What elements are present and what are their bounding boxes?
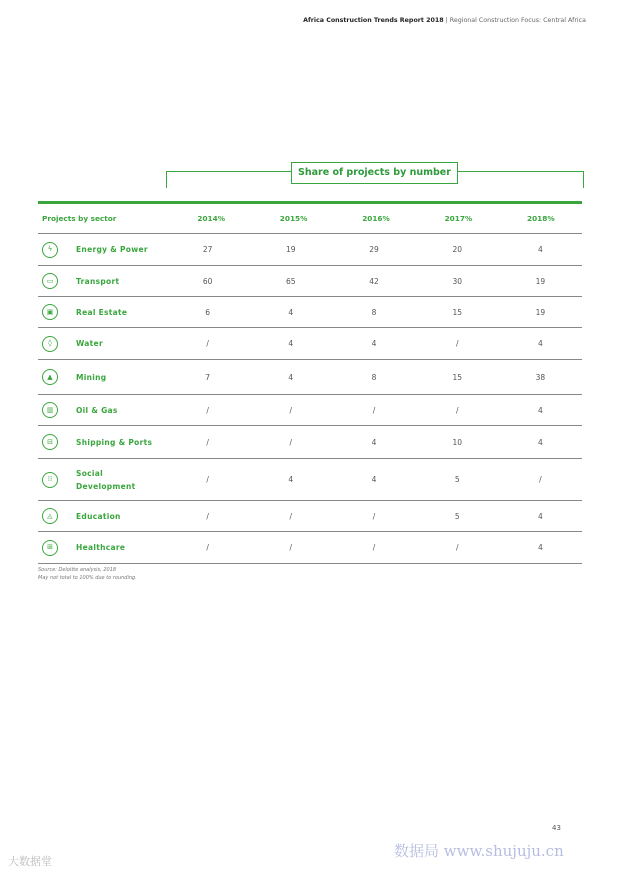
column-header: 2017%	[444, 214, 473, 223]
footnote	[38, 566, 137, 582]
value-cell: /	[372, 543, 376, 552]
value-cell: /	[206, 543, 209, 552]
table-row	[38, 426, 582, 459]
sector-label: Healthcare	[76, 543, 126, 552]
value-cell: 4	[288, 307, 294, 317]
value-cell: 19	[535, 276, 546, 286]
value-cell: 65	[286, 276, 296, 286]
column-header: 2014%	[197, 214, 226, 223]
value-cell: /	[289, 511, 293, 521]
column-header: 2015%	[279, 214, 308, 223]
table-row	[38, 234, 582, 266]
value-cell: 4	[371, 475, 377, 484]
table-header-row	[38, 204, 582, 234]
ship-icon: ⊟	[42, 434, 58, 450]
building-icon: ▣	[42, 304, 58, 320]
value-cell: /	[455, 405, 459, 415]
value-cell: 6	[205, 307, 210, 317]
health-icon: ⊞	[42, 540, 58, 556]
sector-label: Real Estate	[76, 307, 128, 317]
sector-cell	[38, 434, 166, 450]
value-cell: /	[289, 405, 293, 415]
table-row	[38, 360, 582, 395]
sector-cell	[38, 369, 166, 385]
rounding-note: May not total to 100% due to rounding.	[38, 575, 137, 581]
report-title: Africa Construction Trends Report 2018	[303, 17, 444, 24]
value-cell: /	[455, 339, 459, 348]
people-icon: ⁞⁞	[42, 472, 58, 488]
value-cell: 19	[535, 307, 546, 317]
sector-cell	[38, 467, 166, 493]
sector-cell	[38, 336, 166, 352]
separator: |	[443, 17, 450, 24]
value-cell: 29	[369, 245, 379, 254]
sector-cell	[38, 508, 166, 524]
table-row	[38, 395, 582, 426]
value-cell: 4	[371, 339, 377, 348]
sector-label: Education	[76, 511, 121, 521]
value-cell: 5	[454, 511, 460, 521]
value-cell: 4	[538, 339, 543, 348]
value-cell: 4	[288, 372, 294, 382]
page-header	[303, 17, 586, 24]
value-cell: 38	[535, 372, 546, 382]
value-cell: /	[206, 475, 209, 484]
value-cell: /	[372, 405, 376, 415]
value-cell: /	[206, 511, 209, 521]
value-cell: /	[206, 437, 209, 447]
lightning-icon: ϟ	[42, 242, 58, 258]
group-label: Share of projects by number	[291, 162, 458, 184]
value-cell: 4	[538, 245, 543, 254]
value-cell: 4	[538, 543, 543, 552]
sector-cell	[38, 242, 166, 258]
sector-label: Transport	[76, 276, 120, 286]
value-cell: /	[289, 543, 293, 552]
value-cell: 4	[538, 511, 543, 521]
sector-label: Mining	[76, 372, 107, 382]
mining-icon: ▲	[42, 369, 58, 385]
value-cell: /	[455, 543, 459, 552]
table-row	[38, 328, 582, 360]
value-cell: 8	[371, 307, 377, 317]
watermark-logo: 大数据堂	[8, 855, 52, 868]
value-cell: 8	[371, 372, 377, 382]
sector-label: Water	[76, 339, 103, 348]
report-subtitle: Regional Construction Focus: Central Africa	[449, 17, 586, 24]
table-row	[38, 501, 582, 532]
value-cell: /	[539, 475, 542, 484]
sector-cell	[38, 273, 166, 289]
value-cell: 5	[454, 475, 460, 484]
table-row	[38, 532, 582, 564]
value-cell: 4	[538, 405, 543, 415]
sector-label: Shipping & Ports	[76, 437, 153, 447]
value-cell: /	[206, 405, 209, 415]
truck-icon: ▭	[42, 273, 58, 289]
sector-cell	[38, 304, 166, 320]
sector-cell	[38, 402, 166, 418]
value-cell: /	[372, 511, 376, 521]
sector-cell	[38, 540, 166, 556]
source-note: Source: Deloitte analysis, 2018	[38, 567, 117, 573]
sector-label: Energy & Power	[76, 245, 148, 254]
oil-gas-icon: ▥	[42, 402, 58, 418]
value-cell: 27	[202, 245, 213, 254]
sector-label: Oil & Gas	[76, 405, 118, 415]
value-cell: 15	[452, 307, 462, 317]
value-cell: 10	[452, 437, 462, 447]
column-header: 2018%	[527, 214, 555, 223]
table-row	[38, 459, 582, 501]
value-cell: 19	[286, 245, 296, 254]
value-cell: 4	[538, 437, 543, 447]
watermark-site: 数据局 www.shujuju.cn	[394, 842, 564, 860]
value-cell: 4	[288, 339, 294, 348]
table-row	[38, 297, 582, 328]
value-cell: 15	[452, 372, 462, 382]
column-header: Projects by sector	[42, 214, 117, 223]
value-cell: 60	[202, 276, 213, 286]
column-header: 2016%	[362, 214, 390, 223]
water-drop-icon: ◊	[42, 336, 58, 352]
value-cell: 42	[369, 276, 379, 286]
value-cell: 20	[452, 245, 462, 254]
sector-label: Social Development	[76, 468, 136, 491]
value-cell: /	[206, 339, 209, 348]
sector-table	[38, 201, 582, 564]
value-cell: /	[289, 437, 293, 447]
value-cell: 7	[205, 372, 210, 382]
value-cell: 30	[452, 276, 462, 286]
graduation-cap-icon: ◬	[42, 508, 58, 524]
value-cell: 4	[371, 437, 377, 447]
page-number: 43	[552, 824, 561, 832]
value-cell: 4	[288, 475, 294, 484]
table-row	[38, 266, 582, 297]
